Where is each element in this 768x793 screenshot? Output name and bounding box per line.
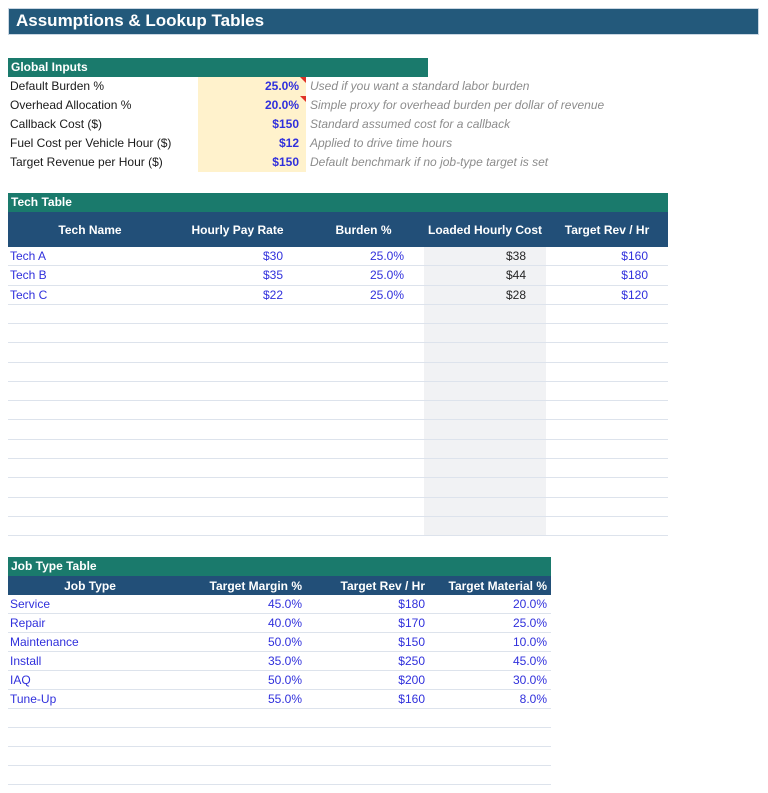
- cell[interactable]: $200: [398, 673, 425, 687]
- empty-cell[interactable]: [172, 363, 303, 381]
- cell[interactable]: Tech C: [10, 287, 48, 302]
- empty-cell[interactable]: [8, 363, 172, 381]
- empty-cell[interactable]: [424, 382, 546, 400]
- empty-cell[interactable]: [8, 305, 172, 323]
- empty-cell[interactable]: [546, 478, 668, 496]
- job-type-table-row: [8, 633, 551, 652]
- global-input-label: Target Revenue per Hour ($): [10, 155, 163, 169]
- empty-cell[interactable]: [8, 517, 172, 535]
- cell[interactable]: 55.0%: [267, 692, 302, 706]
- cell[interactable]: 25.0%: [369, 268, 404, 283]
- cell[interactable]: $22: [262, 287, 283, 302]
- empty-cell[interactable]: [8, 747, 172, 765]
- cell[interactable]: $30: [262, 249, 283, 263]
- job-type-table-row: [8, 595, 551, 614]
- section-header-job-type-table: [8, 557, 551, 576]
- job-type-table-row: [8, 690, 551, 709]
- cell[interactable]: 45.0%: [267, 597, 302, 611]
- empty-cell[interactable]: [306, 766, 429, 784]
- cell[interactable]: Maintenance: [10, 635, 79, 649]
- cell[interactable]: Install: [10, 654, 42, 668]
- empty-cell[interactable]: [303, 420, 424, 438]
- empty-cell[interactable]: [306, 728, 429, 746]
- empty-cell[interactable]: [8, 420, 172, 438]
- global-input-value-cell[interactable]: $12: [198, 134, 306, 153]
- column-header-target-margin: Target Margin %: [209, 578, 302, 593]
- cell[interactable]: Repair: [10, 616, 46, 630]
- empty-cell[interactable]: [424, 305, 546, 323]
- empty-cell[interactable]: [424, 440, 546, 458]
- empty-cell[interactable]: [546, 401, 668, 419]
- cell[interactable]: $170: [398, 616, 425, 630]
- section-title-tech-table: Tech Table: [11, 195, 72, 209]
- empty-cell[interactable]: [303, 459, 424, 477]
- column-header-burden: Burden %: [335, 222, 392, 237]
- empty-cell[interactable]: [172, 478, 303, 496]
- global-input-value-cell[interactable]: 25.0%: [198, 77, 306, 96]
- column-header-loaded-hourly-cost: Loaded Hourly Cost: [427, 222, 542, 237]
- empty-cell[interactable]: [546, 343, 668, 361]
- cell[interactable]: $150: [398, 635, 425, 649]
- empty-cell[interactable]: [8, 401, 172, 419]
- page-title: Assumptions & Lookup Tables: [16, 11, 265, 30]
- cell[interactable]: 8.0%: [519, 692, 547, 706]
- empty-cell[interactable]: [172, 401, 303, 419]
- global-input-note: Default benchmark if no job-type target is set: [310, 155, 549, 169]
- empty-cell[interactable]: [303, 324, 424, 342]
- empty-cell[interactable]: [424, 363, 546, 381]
- cell[interactable]: 40.0%: [267, 616, 302, 630]
- job-type-table-row: [8, 652, 551, 671]
- empty-cell[interactable]: [172, 517, 303, 535]
- empty-cell[interactable]: [306, 747, 429, 765]
- global-input-note: Standard assumed cost for a callback: [310, 117, 511, 131]
- empty-row[interactable]: [8, 420, 668, 439]
- empty-cell[interactable]: [8, 382, 172, 400]
- empty-cell[interactable]: [303, 478, 424, 496]
- cell[interactable]: $180: [398, 597, 425, 611]
- cell[interactable]: $35: [262, 268, 283, 283]
- empty-cell[interactable]: [429, 766, 551, 784]
- empty-row[interactable]: [8, 478, 668, 497]
- cell[interactable]: $160: [398, 692, 425, 706]
- empty-cell[interactable]: [429, 709, 551, 727]
- global-input-row: [8, 153, 728, 172]
- empty-cell[interactable]: [8, 728, 172, 746]
- empty-cell[interactable]: [172, 382, 303, 400]
- empty-cell[interactable]: [424, 324, 546, 342]
- cell[interactable]: Tech A: [10, 249, 47, 263]
- empty-cell[interactable]: [172, 498, 303, 516]
- empty-cell[interactable]: [546, 363, 668, 381]
- tech-table-row: [8, 286, 668, 305]
- empty-cell[interactable]: [172, 766, 306, 784]
- empty-row[interactable]: [8, 343, 668, 362]
- comment-indicator-icon: [300, 77, 306, 83]
- column-header-job-type: Job Type: [64, 578, 116, 593]
- empty-cell[interactable]: [424, 343, 546, 361]
- cell[interactable]: $44: [424, 266, 546, 284]
- cell[interactable]: $120: [621, 287, 648, 302]
- empty-row[interactable]: [8, 709, 551, 728]
- empty-cell[interactable]: [546, 305, 668, 323]
- cell[interactable]: 50.0%: [267, 673, 302, 687]
- global-input-label: Overhead Allocation %: [10, 98, 132, 112]
- cell[interactable]: Tune-Up: [10, 692, 57, 706]
- cell[interactable]: $250: [398, 654, 425, 668]
- empty-cell[interactable]: [546, 440, 668, 458]
- empty-cell[interactable]: [424, 517, 546, 535]
- empty-cell[interactable]: [303, 305, 424, 323]
- global-input-note: Used if you want a standard labor burden: [310, 79, 530, 93]
- global-input-row: [8, 77, 728, 96]
- empty-cell[interactable]: [303, 401, 424, 419]
- column-header-target-material: Target Material %: [448, 578, 547, 593]
- global-input-row: [8, 96, 728, 115]
- global-input-note: Applied to drive time hours: [310, 136, 453, 150]
- empty-row[interactable]: [8, 728, 551, 747]
- empty-row[interactable]: [8, 766, 551, 785]
- empty-cell[interactable]: [424, 478, 546, 496]
- column-header-target-rev-hr: Target Rev / Hr: [340, 578, 425, 593]
- empty-cell[interactable]: [303, 498, 424, 516]
- cell[interactable]: 35.0%: [267, 654, 302, 668]
- section-title-global-inputs: Global Inputs: [11, 60, 88, 74]
- empty-row[interactable]: [8, 498, 668, 517]
- job-type-table-column-headers: [8, 576, 551, 595]
- empty-cell[interactable]: [8, 478, 172, 496]
- empty-cell[interactable]: [8, 324, 172, 342]
- empty-cell[interactable]: [172, 709, 306, 727]
- empty-cell[interactable]: [424, 401, 546, 419]
- empty-cell[interactable]: [8, 343, 172, 361]
- empty-cell[interactable]: [424, 498, 546, 516]
- job-type-table-row: [8, 614, 551, 633]
- empty-cell[interactable]: [546, 459, 668, 477]
- global-input-note: Simple proxy for overhead burden per dollar of revenue: [310, 98, 605, 112]
- global-input-label: Fuel Cost per Vehicle Hour ($): [10, 136, 172, 150]
- empty-cell[interactable]: [303, 440, 424, 458]
- cell[interactable]: 10.0%: [512, 635, 547, 649]
- empty-cell[interactable]: [546, 420, 668, 438]
- cell[interactable]: 25.0%: [369, 249, 404, 263]
- global-input-value-cell[interactable]: $150: [198, 153, 306, 172]
- cell[interactable]: Tech B: [10, 268, 47, 283]
- tech-table-row: [8, 247, 668, 266]
- empty-row[interactable]: [8, 324, 668, 343]
- empty-row[interactable]: [8, 459, 668, 478]
- cell[interactable]: 50.0%: [267, 635, 302, 649]
- empty-row[interactable]: [8, 747, 551, 766]
- empty-cell[interactable]: [172, 728, 306, 746]
- empty-row[interactable]: [8, 401, 668, 420]
- cell[interactable]: $38: [424, 247, 546, 265]
- empty-cell[interactable]: [429, 747, 551, 765]
- empty-cell[interactable]: [8, 440, 172, 458]
- empty-row[interactable]: [8, 305, 668, 324]
- empty-cell[interactable]: [303, 363, 424, 381]
- empty-cell[interactable]: [172, 747, 306, 765]
- empty-cell[interactable]: [303, 382, 424, 400]
- empty-cell[interactable]: [546, 382, 668, 400]
- empty-cell[interactable]: [172, 305, 303, 323]
- empty-cell[interactable]: [172, 440, 303, 458]
- job-type-table-row: [8, 671, 551, 690]
- cell[interactable]: $28: [424, 286, 546, 304]
- empty-cell[interactable]: [546, 517, 668, 535]
- empty-cell[interactable]: [303, 343, 424, 361]
- cell[interactable]: 20.0%: [512, 597, 547, 611]
- tech-table-column-headers: [8, 212, 668, 247]
- empty-cell[interactable]: [8, 766, 172, 784]
- empty-cell[interactable]: [172, 324, 303, 342]
- cell[interactable]: $180: [621, 268, 648, 283]
- empty-cell[interactable]: [8, 498, 172, 516]
- cell[interactable]: 25.0%: [369, 287, 404, 302]
- column-header-tech-name: Tech Name: [58, 222, 122, 237]
- column-header-target-rev-hr: Target Rev / Hr: [564, 222, 650, 237]
- global-input-value-cell[interactable]: 20.0%: [198, 96, 306, 115]
- global-input-value-cell[interactable]: $150: [198, 115, 306, 134]
- empty-row[interactable]: [8, 440, 668, 459]
- empty-row[interactable]: [8, 363, 668, 382]
- empty-cell[interactable]: [424, 459, 546, 477]
- section-header-tech-table: [8, 193, 668, 212]
- empty-cell[interactable]: [306, 709, 429, 727]
- empty-cell[interactable]: [172, 459, 303, 477]
- cell[interactable]: $160: [621, 249, 648, 263]
- cell[interactable]: 45.0%: [512, 654, 547, 668]
- global-input-label: Callback Cost ($): [10, 117, 103, 131]
- global-input-row: [8, 115, 728, 134]
- tech-table-row: [8, 266, 668, 285]
- global-input-row: [8, 134, 728, 153]
- section-header-global-inputs: [8, 58, 428, 77]
- empty-cell[interactable]: [172, 420, 303, 438]
- empty-cell[interactable]: [303, 517, 424, 535]
- empty-row[interactable]: [8, 382, 668, 401]
- empty-row[interactable]: [8, 517, 668, 536]
- empty-cell[interactable]: [546, 498, 668, 516]
- cell[interactable]: 30.0%: [512, 673, 547, 687]
- empty-cell[interactable]: [429, 728, 551, 746]
- empty-cell[interactable]: [172, 343, 303, 361]
- empty-cell[interactable]: [546, 324, 668, 342]
- global-input-label: Default Burden %: [10, 79, 105, 93]
- empty-cell[interactable]: [424, 420, 546, 438]
- empty-cell[interactable]: [8, 459, 172, 477]
- column-header-hourly-pay-rate: Hourly Pay Rate: [191, 222, 284, 237]
- section-title-job-type-table: Job Type Table: [11, 559, 97, 573]
- cell[interactable]: 25.0%: [512, 616, 547, 630]
- empty-cell[interactable]: [8, 709, 172, 727]
- cell[interactable]: IAQ: [10, 673, 31, 687]
- cell[interactable]: Service: [10, 597, 51, 611]
- comment-indicator-icon: [300, 96, 306, 102]
- page-title-bar: [8, 8, 759, 35]
